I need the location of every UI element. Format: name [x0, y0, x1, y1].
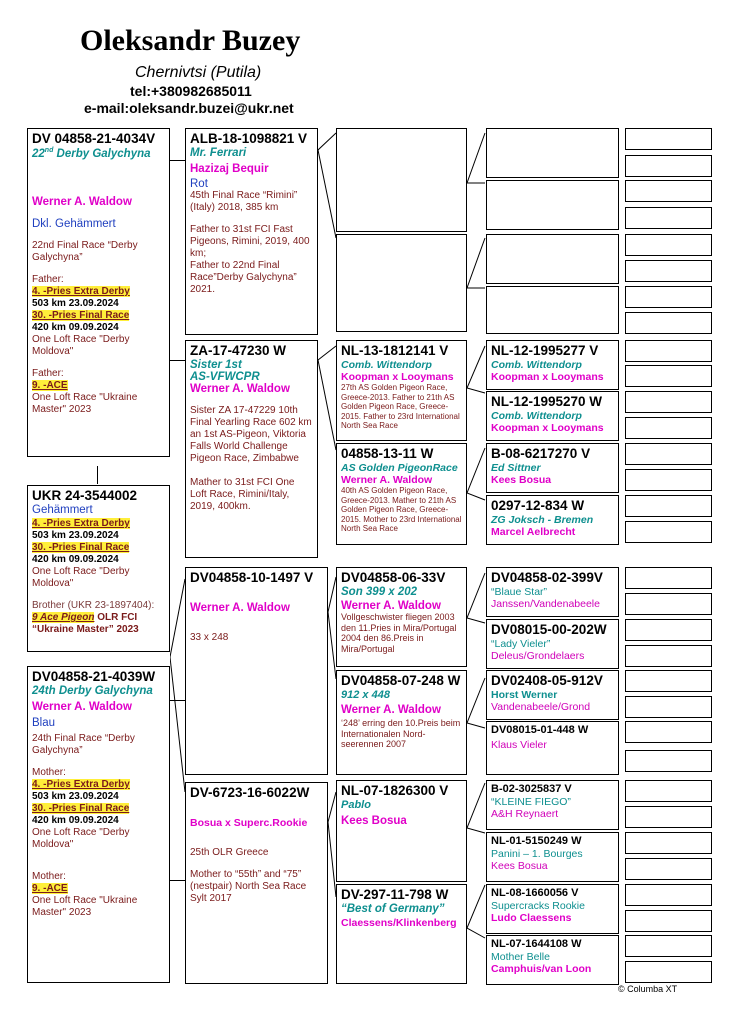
ancestor-card-empty[interactable]	[625, 521, 712, 543]
dam-mother-label: Mother:	[32, 767, 66, 778]
gggp-12-name: Mother Belle	[491, 951, 550, 963]
gggp-3-breeder: Kees Bosua	[491, 474, 552, 486]
gp3-breeder: Werner A. Waldow	[190, 602, 290, 614]
sire-father-label: Father:	[32, 273, 64, 285]
ancestor-card-gggp-11[interactable]	[486, 884, 619, 934]
connector-line	[170, 160, 185, 161]
sire-result-2-text: One Loft Race "Derby Moldova"	[32, 333, 130, 357]
copyright: © Columba XT	[618, 984, 678, 994]
gp2-name-2: AS-VFWCPR	[190, 371, 260, 383]
subject-ring: UKR 24-3544002	[32, 488, 138, 503]
ancestor-card-empty[interactable]	[625, 340, 712, 362]
gggp-9-name: “KLEINE FIEGO”	[491, 796, 571, 808]
subject-brother-hl: 9 Ace Pigeon	[32, 612, 95, 623]
ancestor-card-empty[interactable]	[625, 365, 712, 387]
ggp-4-ring: DV04858-07-248 W	[341, 673, 461, 688]
ancestor-card-empty[interactable]	[336, 234, 467, 332]
ancestor-card-gggp-9[interactable]	[486, 780, 619, 830]
gggp-6-name: “Lady Vieler”	[491, 638, 551, 650]
ggp-5-name: Pablo	[341, 799, 371, 811]
ancestor-card-empty[interactable]	[625, 495, 712, 517]
sire-derby: 22nd Derby Galychyna	[32, 147, 151, 160]
owner-email: e-mail:oleksandr.buzei@ukr.net	[84, 100, 294, 116]
ancestor-card-empty[interactable]	[625, 961, 712, 983]
sire-father2-label: Father:	[32, 367, 64, 379]
sire-result-3-text: One Loft Race "Ukraine Master" 2023	[32, 391, 138, 415]
connector-line	[170, 360, 185, 361]
sire-color: Dkl. Gehämmert	[32, 217, 116, 230]
ggp-2-note: 40th AS Golden Pigeon Race, Greece-2013. Mather to 21th AS Golden Pigeon Race, Greece-2015. Mother to 23rd International North Sea Race	[341, 486, 462, 533]
connector-lines	[318, 567, 338, 987]
ggp-6-name: “Best of Germany”	[341, 903, 445, 915]
ggp-4-note: ‘248’ erring den 10.Preis beim Internationalen Nord-seerennen 2007	[341, 718, 461, 749]
gggp-4-breeder: Marcel Aelbrecht	[491, 526, 576, 538]
ancestor-card-empty[interactable]	[625, 670, 712, 692]
dam-mother2-label: Mother:	[32, 871, 66, 882]
ancestor-card-empty[interactable]	[625, 286, 712, 308]
connector-lines	[467, 128, 487, 988]
subject-result-1-sub: 503 km 23.09.2024	[32, 530, 119, 541]
gp4-ring: DV-6723-16-6022W	[190, 785, 310, 800]
ancestor-card-gggp-3[interactable]	[486, 443, 619, 493]
dam-result-2-text: One Loft Race "Derby Moldova"	[32, 827, 130, 850]
sire-result-2: 30. -Pries Final Race	[32, 309, 130, 321]
sire-result-3: 9. -ACE	[32, 379, 68, 391]
ancestor-card-gggp-7[interactable]	[486, 670, 619, 720]
ancestor-card-empty[interactable]	[486, 128, 619, 178]
ancestor-card-gggp-2[interactable]	[486, 391, 619, 441]
dam-note: 24th Final Race “Derby Galychyna”	[32, 733, 135, 756]
ancestor-card-empty[interactable]	[625, 619, 712, 641]
gp3-note: 33 x 248	[190, 632, 229, 643]
gggp-11-ring: NL-08-1660056 V	[491, 887, 579, 899]
gggp-10-name: Panini – 1. Bourges	[491, 848, 583, 860]
ancestor-card-ggp-2[interactable]	[336, 443, 467, 545]
ggp-1-breeder: Koopman x Looymans	[341, 371, 454, 383]
ancestor-card-empty[interactable]	[625, 935, 712, 957]
sire-result-1-sub: 503 km 23.09.2024	[32, 297, 119, 309]
subject-result-2-sub: 420 km 09.09.2024	[32, 554, 119, 565]
gp1-note-1: 45th Final Race “Rimini” (Italy) 2018, 385 km	[190, 190, 298, 213]
gggp-5-name: “Blaue Star”	[491, 586, 548, 598]
gggp-8-breeder: Klaus Vieler	[491, 739, 547, 751]
ancestor-card-empty[interactable]	[625, 593, 712, 615]
ggp-1-name: Comb. Wittendorp	[341, 359, 432, 371]
subject-brother-text: OLR FCI “Ukraine Master” 2023	[32, 612, 139, 635]
ancestor-card-gggp-4[interactable]	[486, 495, 619, 545]
ggp-1-ring: NL-13-1812141 V	[341, 343, 449, 358]
ancestor-card-empty[interactable]	[625, 391, 712, 413]
ancestor-card-empty[interactable]	[486, 286, 619, 334]
ancestor-card-empty[interactable]	[625, 312, 712, 334]
dam-result-2-sub: 420 km 09.09.2024	[32, 815, 119, 826]
gp1-note-2: Father to 31st FCI Fast Pigeons, Rimini, 2019, 400 km;	[190, 224, 310, 259]
sire-result-2-sub: 420 km 09.09.2024	[32, 321, 119, 333]
ancestor-card-empty[interactable]	[625, 721, 712, 743]
gggp-1-ring: NL-12-1995277 V	[491, 343, 599, 358]
gp1-breeder: Hazizaj Bequir	[190, 163, 269, 175]
dam-result-3: 9. -ACE	[32, 883, 68, 894]
ancestor-card-empty[interactable]	[625, 417, 712, 439]
ancestor-card-gggp-10[interactable]	[486, 832, 619, 882]
gggp-4-name: ZG Joksch - Bremen	[491, 514, 594, 526]
ggp-2-ring: 04858-13-11 W	[341, 446, 434, 461]
gggp-12-ring: NL-07-1644108 W	[491, 938, 582, 950]
gp1-name: Mr. Ferrari	[190, 147, 247, 159]
gp1-color: Rot	[190, 178, 208, 190]
gggp-1-name: Comb. Wittendorp	[491, 359, 582, 371]
ggp-3-breeder: Werner A. Waldow	[341, 600, 441, 612]
ggp-1-note: 27th AS Golden Pigeon Race, Greece-2013. Father to 21th AS Golden Pigeon Race, Greece-2015. Father to 23rd International North Sea Race	[341, 383, 460, 430]
gggp-5-breeder: Janssen/Vandenabeele	[491, 598, 600, 610]
ancestor-card-ggp-5[interactable]	[336, 780, 467, 882]
sire-card[interactable]	[27, 128, 170, 457]
ancestor-card-empty[interactable]	[625, 260, 712, 282]
gggp-6-breeder: Deleus/Grondelaers	[491, 650, 585, 662]
ancestor-card-empty[interactable]	[625, 443, 712, 465]
ancestor-card-gggp-8[interactable]	[486, 721, 619, 775]
gggp-3-name: Ed Sittner	[491, 462, 541, 474]
gggp-2-name: Comb. Wittendorp	[491, 410, 582, 422]
gggp-11-breeder: Ludo Claessens	[491, 912, 572, 924]
dam-result-1: 4. -Pries Extra Derby	[32, 779, 130, 790]
sire-result-1: 4. -Pries Extra Derby	[32, 285, 130, 297]
ancestor-card-ggp-4[interactable]	[336, 670, 467, 775]
ancestor-card-empty[interactable]	[625, 234, 712, 256]
ancestor-card-ggp-1[interactable]	[336, 340, 467, 441]
granddam-paternal-card[interactable]	[185, 340, 318, 558]
connector-line	[97, 466, 98, 484]
gggp-8-ring: DV08015-01-448 W	[491, 724, 589, 736]
subject-result-2-text: One Loft Race "Derby Moldova"	[32, 566, 130, 589]
gggp-5-ring: DV04858-02-399V	[491, 570, 603, 585]
owner-location: Chernivtsi (Putila)	[135, 64, 262, 81]
sire-breeder: Werner A. Waldow	[32, 195, 132, 208]
grandsire-maternal-card[interactable]	[185, 567, 328, 775]
ancestor-card-ggp-3[interactable]	[336, 567, 467, 667]
ancestor-card-empty[interactable]	[625, 207, 712, 229]
gp1-ring: ALB-18-1098821 V	[190, 131, 308, 146]
ggp-3-name: Son 399 x 202	[341, 586, 418, 598]
gp2-note-1: Sister ZA 17-47229 10th Final Yearling Race 602 km an 1st AS-Pigeon, Viktoria Falls World Challenge Pigeon Race, Zimbabwe	[190, 405, 312, 464]
gggp-9-ring: B-02-3025837 V	[491, 783, 572, 795]
dam-ring: DV04858-21-4039W	[32, 669, 156, 684]
ancestor-card-empty[interactable]	[625, 750, 712, 772]
subject-card[interactable]	[27, 485, 170, 652]
ggp-2-name: AS Golden PigeonRace	[341, 462, 458, 474]
granddam-maternal-card[interactable]	[185, 782, 328, 984]
gp2-name-1: Sister 1st	[190, 359, 242, 371]
ancestor-card-empty[interactable]	[625, 128, 712, 150]
gggp-10-breeder: Kees Bosua	[491, 860, 548, 872]
gggp-12-breeder: Camphuis/van Loon	[491, 963, 592, 975]
gggp-4-ring: 0297-12-834 W	[491, 498, 585, 513]
gp4-breeder: Bosua x Superc.Rookie	[190, 817, 308, 829]
gggp-1-breeder: Koopman x Looymans	[491, 371, 604, 383]
gggp-11-name: Supercracks Rookie	[491, 900, 585, 912]
ggp-3-ring: DV04858-06-33V	[341, 570, 446, 585]
dam-derby: 24th Derby Galychyna	[32, 685, 153, 697]
ggp-6-breeder: Claessens/Klinkenberg	[341, 917, 457, 929]
gp3-ring: DV04858-10-1497 V	[190, 570, 314, 585]
subject-color: Gehämmert	[32, 504, 93, 516]
ancestor-card-empty[interactable]	[486, 180, 619, 230]
ggp-5-breeder: Kees Bosua	[341, 815, 407, 827]
ancestor-card-empty[interactable]	[625, 696, 712, 718]
ancestor-card-empty[interactable]	[486, 234, 619, 284]
dam-result-3-text: One Loft Race "Ukraine Master" 2023	[32, 895, 138, 918]
subject-result-2: 30. -Pries Final Race	[32, 542, 130, 553]
ancestor-card-gggp-1[interactable]	[486, 340, 619, 390]
ggp-5-ring: NL-07-1826300 V	[341, 783, 449, 798]
dam-color: Blau	[32, 717, 56, 729]
ggp-3-note: Vollgeschwister fliegen 2003 den 11.Pries in Mira/Portugal 2004 den 86.Preis in Mira/Portugal	[341, 612, 457, 654]
ggp-4-breeder: Werner A. Waldow	[341, 704, 441, 716]
gp4-note-2: Mother to “55th” and “75” (nestpair) North Sea Race Sylt 2017	[190, 869, 307, 904]
ancestor-card-empty[interactable]	[625, 832, 712, 854]
gggp-10-ring: NL-01-5150249 W	[491, 835, 582, 847]
ancestor-card-empty[interactable]	[625, 780, 712, 802]
ancestor-card-empty[interactable]	[625, 155, 712, 177]
ggp-4-name: 912 x 448	[341, 689, 390, 701]
ancestor-card-empty[interactable]	[625, 884, 712, 906]
dam-result-1-sub: 503 km 23.09.2024	[32, 791, 119, 802]
gggp-6-ring: DV08015-00-202W	[491, 622, 607, 637]
ancestor-card-gggp-6[interactable]	[486, 619, 619, 669]
ancestor-card-empty[interactable]	[625, 910, 712, 932]
gggp-3-ring: B-08-6217270 V	[491, 446, 591, 461]
ancestor-card-gggp-5[interactable]	[486, 567, 619, 617]
gp2-ring: ZA-17-47230 W	[190, 343, 287, 358]
gggp-7-breeder: Vandenabeele/Grond	[491, 701, 591, 713]
gggp-7-ring: DV02408-05-912V	[491, 673, 603, 688]
ancestor-card-empty[interactable]	[625, 469, 712, 491]
dam-card[interactable]	[27, 666, 170, 983]
connector-lines	[170, 567, 190, 987]
ggp-2-breeder: Werner A. Waldow	[341, 474, 433, 486]
gp2-note-2: Mather to 31st FCI One Loft Race, Rimini/Italy, 2019, 400km.	[190, 477, 295, 512]
gp1-note-3: Father to 22nd Final Race”Derby Galychyna” 2021.	[190, 260, 297, 295]
ancestor-card-empty[interactable]	[625, 645, 712, 667]
ancestor-card-empty[interactable]	[625, 858, 712, 880]
owner-name: Oleksandr Buzey	[80, 24, 301, 57]
ancestor-card-empty[interactable]	[625, 180, 712, 202]
gggp-9-breeder: A&H Reynaert	[491, 808, 559, 820]
ancestor-card-empty[interactable]	[625, 806, 712, 828]
ancestor-card-empty[interactable]	[625, 567, 712, 589]
gggp-2-ring: NL-12-1995270 W	[491, 394, 603, 409]
gp4-note-1: 25th OLR Greece	[190, 847, 269, 858]
sire-note: 22nd Final Race “Derby Galychyna”	[32, 239, 138, 263]
owner-phone: tel:+380982685011	[130, 83, 252, 99]
ancestor-card-empty[interactable]	[336, 128, 467, 232]
dam-breeder: Werner A. Waldow	[32, 701, 132, 713]
gggp-7-name: Horst Werner	[491, 689, 558, 701]
dam-result-2: 30. -Pries Final Race	[32, 803, 130, 814]
subject-brother: Brother (UKR 23-1897404):	[32, 600, 155, 611]
ancestor-card-gggp-12[interactable]	[486, 935, 619, 985]
subject-result-1: 4. -Pries Extra Derby	[32, 518, 130, 529]
grandsire-paternal-card[interactable]	[185, 128, 318, 335]
gp2-breeder: Werner A. Waldow	[190, 383, 290, 395]
ancestor-card-ggp-6[interactable]	[336, 884, 467, 984]
gggp-2-breeder: Koopman x Looymans	[491, 422, 604, 434]
sire-ring: DV 04858-21-4034V	[32, 131, 156, 146]
ggp-6-ring: DV-297-11-798 W	[341, 887, 449, 902]
